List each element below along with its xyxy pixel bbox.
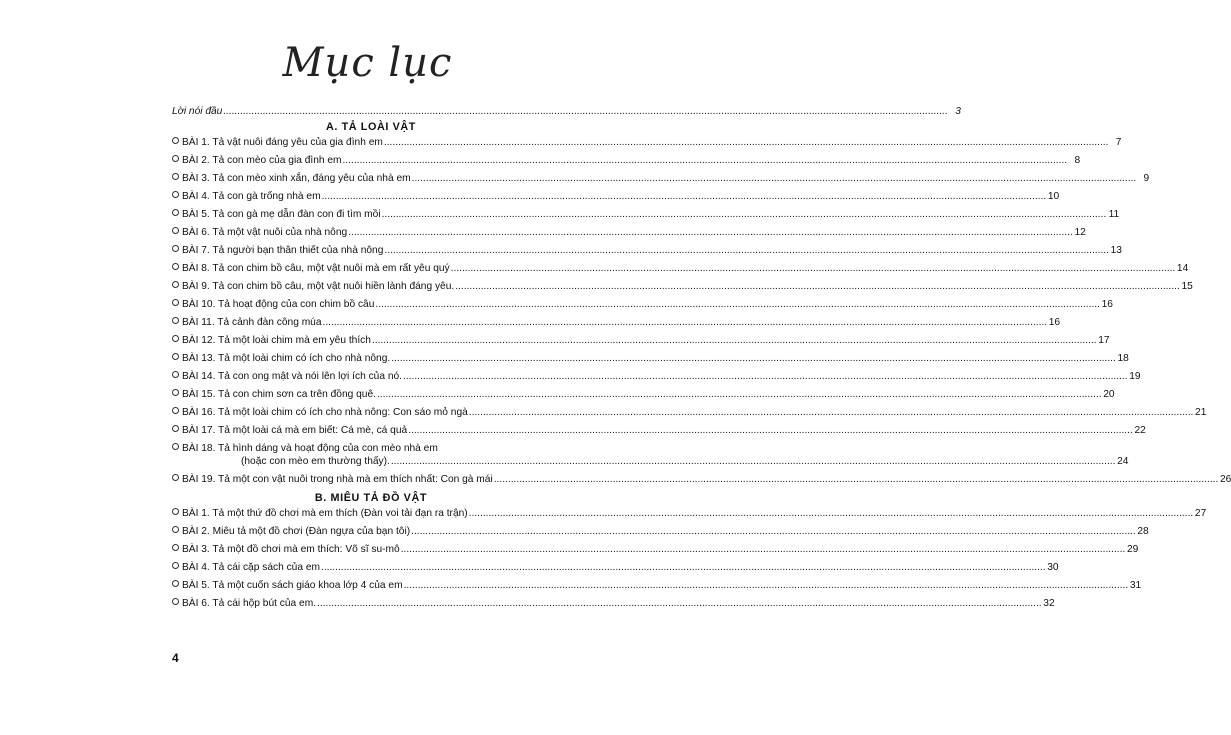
dot-leader: [408, 424, 1133, 437]
toc-entry: [172, 280, 1193, 298]
toc-entry: [172, 543, 1139, 561]
toc-entry-label: Lời nói đầu: [172, 106, 223, 117]
section-heading-a: A. TẢ LOÀI VẬT: [326, 121, 416, 133]
circle-bullet-icon: [172, 443, 179, 450]
toc-entry-page: 14: [1176, 263, 1189, 274]
toc-entry-label: BÀI 7. Tả người bạn thân thiết của nhà nông: [182, 245, 384, 256]
toc-entry-label: BÀI 9. Tả con chim bồ câu, một vật nuôi hiền lành đáng yêu.: [182, 281, 455, 292]
toc-entry-label: BÀI 6. Tả cái hộp bút của em.: [182, 598, 317, 609]
toc-entry-label: (hoặc con mèo em thường thấy).: [241, 456, 390, 467]
dot-leader: [412, 172, 1137, 185]
toc-entry-label: BÀI 6. Tả một vật nuôi của nhà nông: [182, 227, 348, 238]
toc-entry: [172, 208, 1120, 226]
toc-entry-page: 9: [1143, 173, 1150, 184]
toc-entry: [172, 316, 1061, 334]
dot-leader: [317, 597, 1042, 610]
dot-leader: [455, 280, 1180, 293]
toc-entry-label: BÀI 1. Tả một thứ đồ chơi mà em thích (Đàn voi tải đạn ra trận): [182, 508, 468, 519]
toc-entry: [172, 262, 1189, 280]
toc-entry-label: BÀI 12. Tả một loài chim mà em yêu thích: [182, 335, 371, 346]
toc-entry-page: 3: [955, 106, 961, 117]
toc-entry-label: BÀI 2. Tả con mèo của gia đình em: [182, 155, 342, 166]
circle-bullet-icon: [172, 155, 179, 162]
dot-leader: [322, 190, 1047, 203]
toc-entry-page: 29: [1126, 544, 1139, 555]
toc-entry-page: 28: [1137, 526, 1149, 537]
circle-bullet-icon: [172, 335, 179, 342]
page-number: 4: [172, 651, 179, 665]
circle-bullet-icon: [172, 227, 179, 234]
toc-entry-label: BÀI 17. Tả một loài cá mà em biết: Cá mè, cá quả: [182, 425, 408, 436]
dot-leader: [391, 455, 1116, 468]
toc-entry-page: 22: [1134, 425, 1146, 436]
toc-entry-page: 31: [1129, 580, 1142, 591]
toc-entry: [172, 473, 1231, 491]
toc-entry: [172, 579, 1142, 597]
section-a-list: [172, 136, 1231, 491]
dot-leader: [223, 105, 948, 118]
toc-entry: [172, 525, 1149, 543]
toc-entry: [172, 370, 1141, 388]
circle-bullet-icon: [172, 407, 179, 414]
toc-entry-page: 30: [1047, 562, 1059, 573]
dot-leader: [451, 262, 1176, 275]
toc-entry-page: 21: [1195, 407, 1207, 418]
dot-leader: [403, 370, 1128, 383]
circle-bullet-icon: [172, 598, 179, 605]
section-heading-b: B. MIÊU TẢ ĐỒ VẬT: [314, 492, 428, 504]
toc-entry-label: BÀI 4. Tả con gà trống nhà em: [182, 191, 321, 202]
toc-entry-label: BÀI 2. Miêu tả một đồ chơi (Đàn ngựa của bạn tôi): [182, 526, 411, 537]
toc-entry: [172, 406, 1207, 424]
toc-entry-label: BÀI 8. Tả con chim bồ câu, một vật nuôi mà em rất yêu quý: [182, 263, 450, 274]
toc-entry-page: 24: [1117, 456, 1129, 467]
dot-leader: [375, 298, 1100, 311]
toc-entry-label: BÀI 19. Tả một con vật nuôi trong nhà mà em thích nhất: Con gà mái: [182, 474, 493, 485]
toc-entry-page: 17: [1098, 335, 1110, 346]
circle-bullet-icon: [172, 245, 179, 252]
toc-entry-label: BÀI 10. Tả hoạt động của con chim bồ câu: [182, 299, 375, 310]
dot-leader: [384, 136, 1109, 149]
toc-entry-page: 27: [1194, 508, 1207, 519]
dot-leader: [343, 154, 1068, 167]
dot-leader: [323, 316, 1048, 329]
toc-entry-label: BÀI 3. Tả một đồ chơi mà em thích: Võ sĩ su-mô: [182, 544, 400, 555]
toc-entry-page: 19: [1129, 371, 1141, 382]
toc-entry-page: 18: [1117, 353, 1129, 364]
circle-bullet-icon: [172, 580, 179, 587]
circle-bullet-icon: [172, 389, 179, 396]
circle-bullet-icon: [172, 544, 179, 551]
toc-entry: [172, 244, 1122, 262]
toc-entry-page: 26: [1219, 474, 1231, 485]
toc-entry-label: BÀI 5. Tả một cuốn sách giáo khoa lớp 4 của em: [182, 580, 403, 591]
circle-bullet-icon: [172, 137, 179, 144]
toc-entry-page: 15: [1181, 281, 1193, 292]
toc-entry: [172, 136, 1122, 154]
toc-entry-page: 11: [1108, 209, 1120, 220]
dot-leader: [411, 525, 1136, 538]
dot-leader: [401, 543, 1126, 556]
toc-entry-page: 32: [1043, 598, 1055, 609]
section-b-list: [172, 507, 1207, 615]
circle-bullet-icon: [172, 299, 179, 306]
toc-entry: [172, 154, 1081, 172]
dot-leader: [372, 334, 1097, 347]
toc-entry: [172, 388, 1115, 406]
dot-leader: [348, 226, 1073, 239]
dot-leader: [384, 244, 1109, 257]
dot-leader: [377, 388, 1102, 401]
toc-entry-page: 10: [1047, 191, 1060, 202]
toc-entry-page: 8: [1074, 155, 1081, 166]
toc-entry-label: BÀI 18. Tả hình dáng và hoạt động của con mèo nhà em: [182, 443, 438, 454]
toc-entry: [172, 352, 1129, 370]
toc-entry-page: 13: [1110, 245, 1122, 256]
dot-leader: [321, 561, 1046, 574]
toc-entry-label: BÀI 4. Tả cái cặp sách của em: [182, 562, 320, 573]
toc-entry-label: BÀI 14. Tả con ong mật và nói lên lợi ích của nó.: [182, 371, 402, 382]
circle-bullet-icon: [172, 191, 179, 198]
circle-bullet-icon: [172, 281, 179, 288]
toc-entry-label: BÀI 15. Tả con chim sơn ca trên đồng quê.: [182, 389, 376, 400]
circle-bullet-icon: [172, 474, 179, 481]
toc-entry-label: BÀI 16. Tả một loài chim có ích cho nhà nông: Con sáo mỏ ngà: [182, 407, 468, 418]
toc-entry: [172, 298, 1113, 316]
toc-entry: [172, 172, 1150, 190]
page-title: Mục lục: [282, 40, 453, 86]
toc-entry: [172, 424, 1146, 442]
toc-entry: [172, 442, 1129, 473]
toc-entry-page: 7: [1115, 137, 1122, 148]
dot-leader: [494, 473, 1219, 486]
circle-bullet-icon: [172, 317, 179, 324]
circle-bullet-icon: [172, 562, 179, 569]
toc-entry-intro: [172, 105, 961, 120]
dot-leader: [404, 579, 1129, 592]
toc-entry: [172, 507, 1207, 525]
toc-entry-label: BÀI 13. Tả một loài chim có ích cho nhà nông.: [182, 353, 391, 364]
circle-bullet-icon: [172, 508, 179, 515]
circle-bullet-icon: [172, 353, 179, 360]
toc-entry: [172, 190, 1060, 208]
toc-entry-page: 12: [1074, 227, 1086, 238]
circle-bullet-icon: [172, 209, 179, 216]
toc-entry-label: BÀI 3. Tả con mèo xinh xắn, đáng yêu của nhà em: [182, 173, 411, 184]
toc-entry-page: 16: [1048, 317, 1061, 328]
toc-entry: [172, 561, 1059, 579]
toc-entry-page: 16: [1101, 299, 1113, 310]
toc-entry-page: 20: [1103, 389, 1115, 400]
circle-bullet-icon: [172, 263, 179, 270]
dot-leader: [382, 208, 1107, 221]
toc-entry-label: BÀI 1. Tả vật nuôi đáng yêu của gia đình em: [182, 137, 383, 148]
circle-bullet-icon: [172, 173, 179, 180]
circle-bullet-icon: [172, 371, 179, 378]
toc-entry-label: BÀI 5. Tả con gà mẹ dẫn đàn con đi tìm mồi: [182, 209, 381, 220]
table-of-contents: [172, 105, 1231, 615]
dot-leader: [469, 406, 1194, 419]
toc-entry: [172, 226, 1086, 244]
toc-entry: [172, 597, 1055, 615]
circle-bullet-icon: [172, 526, 179, 533]
circle-bullet-icon: [172, 425, 179, 432]
toc-entry: [172, 334, 1110, 352]
dot-leader: [469, 507, 1194, 520]
dot-leader: [391, 352, 1116, 365]
toc-entry-label: BÀI 11. Tả cảnh đàn công múa: [182, 317, 322, 328]
